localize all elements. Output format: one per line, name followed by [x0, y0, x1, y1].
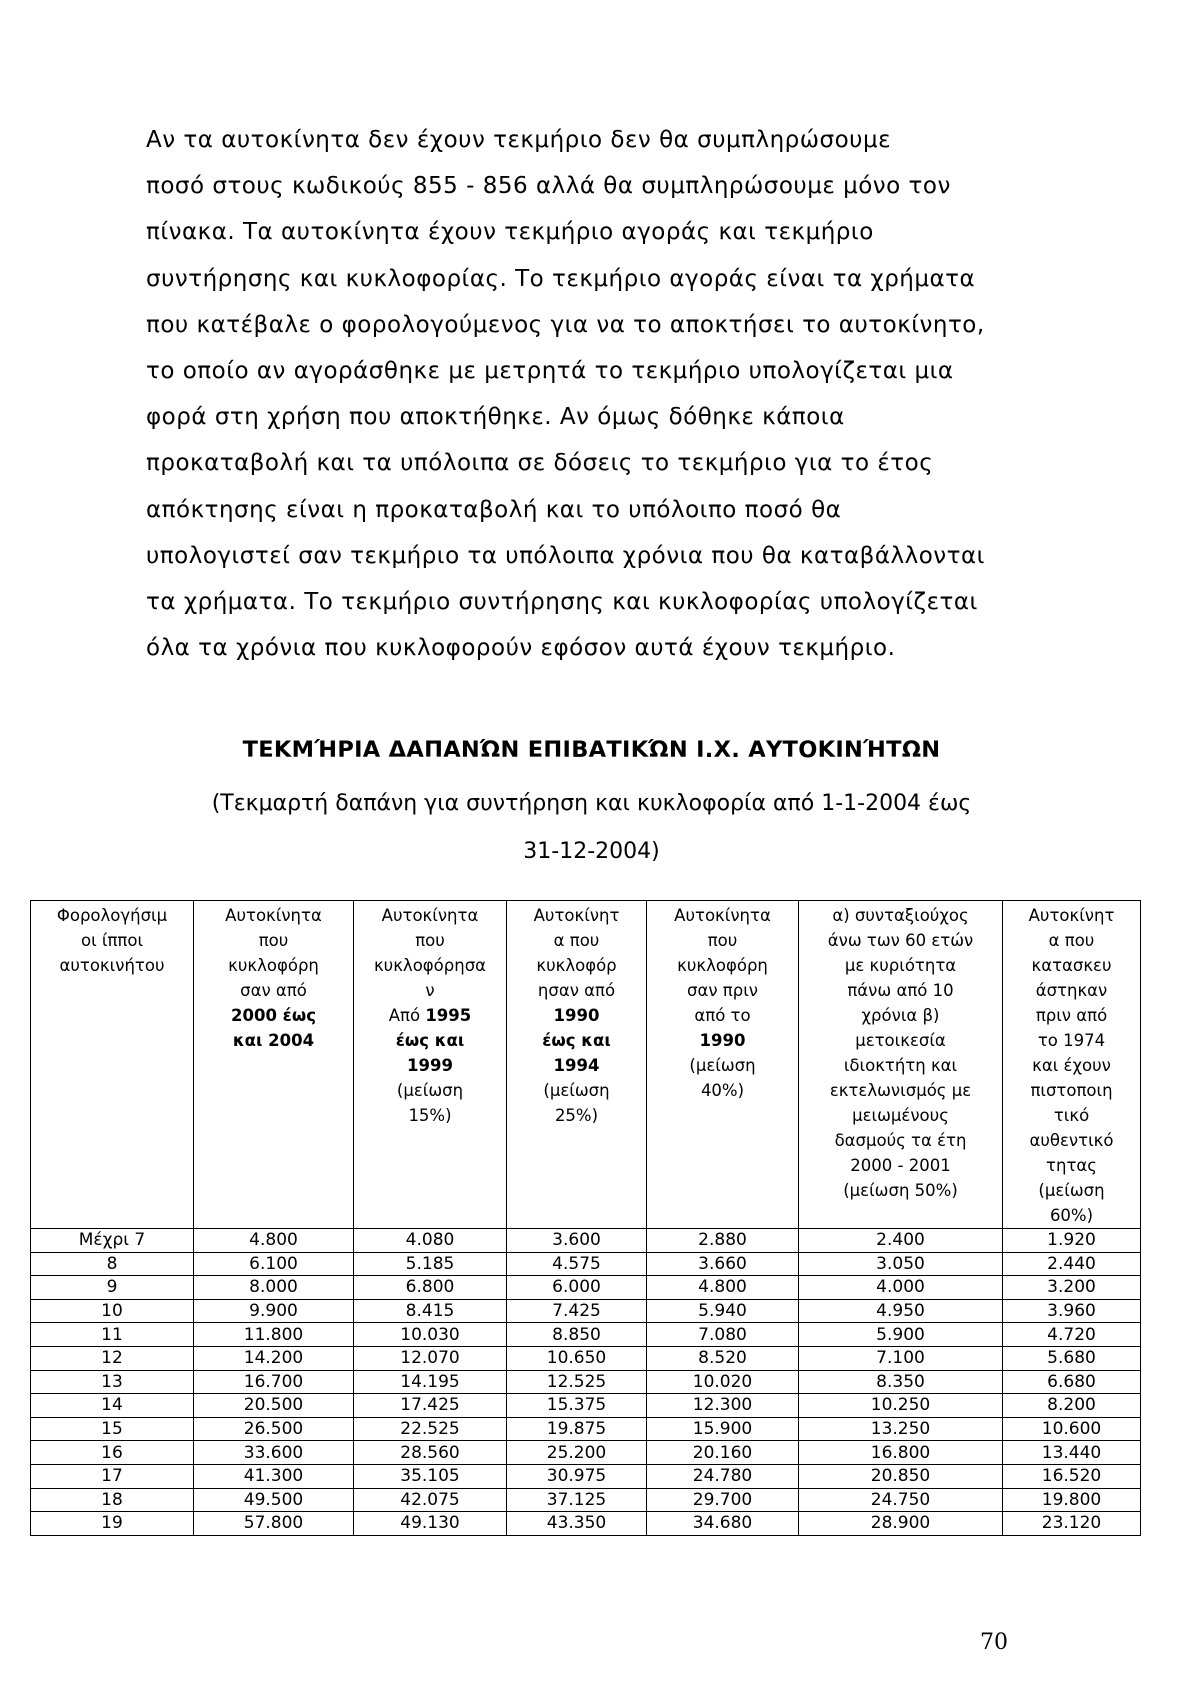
header-line: ησαν από: [537, 981, 616, 1000]
value-cell: 10.250: [799, 1394, 1003, 1418]
header-line: σαν πριν: [686, 981, 758, 1000]
table-title: ΤΕΚΜΉΡΙΑ ΔΑΠΑΝΏΝ ΕΠΙΒΑΤΙΚΏΝ Ι.Χ. ΑΥΤΟΚΙΝΉΤΩΝ: [242, 737, 941, 763]
header-line: (μείωση 50%): [843, 1181, 958, 1200]
value-cell: 42.075: [354, 1488, 507, 1512]
value-cell: 17.425: [354, 1394, 507, 1418]
value-cell: 11.800: [194, 1323, 354, 1347]
paragraph-line: ποσό στους κωδικούς 855 - 856 αλλά θα συμπληρώσουμε μόνο τον: [146, 173, 951, 200]
header-line: με κυριότητα: [844, 956, 957, 975]
table-body: [31, 1229, 1141, 1536]
table-row: [31, 1370, 1141, 1394]
value-cell: 33.600: [194, 1441, 354, 1465]
table-row: [31, 1276, 1141, 1300]
table-row: [31, 1394, 1141, 1418]
header-line: πιστοποιη: [1030, 1081, 1113, 1100]
value-cell: 4.950: [799, 1299, 1003, 1323]
value-cell: 10.020: [647, 1370, 799, 1394]
value-cell: 43.350: [507, 1512, 647, 1536]
header-line: 1999: [407, 1056, 453, 1075]
value-cell: 14.200: [194, 1346, 354, 1370]
value-cell: 49.130: [354, 1512, 507, 1536]
header-line: αυτοκινήτου: [59, 956, 165, 975]
value-cell: 8.350: [799, 1370, 1003, 1394]
header-line: πριν από: [1035, 1006, 1108, 1025]
header-line: που: [707, 931, 738, 950]
value-cell: 6.680: [1003, 1370, 1141, 1394]
horsepower-cell: 9: [31, 1276, 194, 1300]
value-cell: 8.415: [354, 1299, 507, 1323]
horsepower-cell: 10: [31, 1299, 194, 1323]
value-cell: 3.960: [1003, 1299, 1141, 1323]
value-cell: 16.520: [1003, 1464, 1141, 1488]
header-line: που: [258, 931, 289, 950]
header-line: 2000 - 2001: [850, 1156, 951, 1175]
header-line: μετοικεσία: [855, 1031, 946, 1050]
value-cell: 6.000: [507, 1276, 647, 1300]
value-cell: 1.920: [1003, 1229, 1141, 1253]
header-line: εκτελωνισμός με: [829, 1081, 972, 1100]
table-row: [31, 1464, 1141, 1488]
header-line: Φορολογήσιμ: [56, 906, 168, 925]
header-line: Αυτοκίνητ: [1028, 906, 1115, 925]
value-cell: 20.850: [799, 1464, 1003, 1488]
column-header: [799, 901, 1003, 1229]
value-cell: 15.375: [507, 1394, 647, 1418]
horsepower-cell: Μέχρι 7: [31, 1229, 194, 1253]
header-line: 15%): [408, 1106, 452, 1125]
table-row: [31, 1488, 1141, 1512]
value-cell: 6.800: [354, 1276, 507, 1300]
value-cell: 3.050: [799, 1252, 1003, 1276]
paragraph-line: Αν τα αυτοκίνητα δεν έχουν τεκμήριο δεν θα συμπληρώσουμε: [146, 127, 892, 153]
header-line: πάνω από 10: [847, 981, 954, 1000]
value-cell: 9.900: [194, 1299, 354, 1323]
value-cell: 41.300: [194, 1464, 354, 1488]
table-row: [31, 1417, 1141, 1441]
header-line: 60%): [1049, 1206, 1094, 1225]
value-cell: 4.000: [799, 1276, 1003, 1300]
value-cell: 28.900: [799, 1512, 1003, 1536]
header-line: Αυτοκίνητα: [225, 906, 322, 925]
paragraph-line: προκαταβολή και τα υπόλοιπα σε δόσεις το τεκμήριο για το έτος: [146, 450, 934, 477]
header-line: έως και: [395, 1031, 465, 1050]
table-row: [31, 1229, 1141, 1253]
value-cell: 13.250: [799, 1417, 1003, 1441]
horsepower-cell: 14: [31, 1394, 194, 1418]
value-cell: 30.975: [507, 1464, 647, 1488]
paragraph-line: όλα τα χρόνια που κυκλοφορούν εφόσον αυτά έχουν τεκμήριο.: [146, 635, 896, 662]
paragraph-line: υπολογιστεί σαν τεκμήριο τα υπόλοιπα χρόνια που θα καταβάλλονται: [146, 542, 985, 569]
header-line: άστηκαν: [1035, 981, 1108, 1000]
value-cell: 28.560: [354, 1441, 507, 1465]
value-cell: 16.700: [194, 1370, 354, 1394]
value-cell: 10.650: [507, 1346, 647, 1370]
value-cell: 5.185: [354, 1252, 507, 1276]
header-bold-line: και 2004: [232, 1031, 315, 1050]
table-row: [31, 1299, 1141, 1323]
table-row: [31, 1346, 1141, 1370]
header-line: άνω των 60 ετών: [827, 931, 974, 950]
value-cell: 3.660: [647, 1252, 799, 1276]
value-cell: 24.750: [799, 1488, 1003, 1512]
header-line: δασμούς τα έτη: [834, 1131, 967, 1150]
paragraph-line: τα χρήματα. Το τεκμήριο συντήρησης και κυκλοφορίας υπολογίζεται: [146, 589, 978, 616]
value-cell: 19.875: [507, 1417, 647, 1441]
value-cell: 7.425: [507, 1299, 647, 1323]
header-line: Αυτοκίνητα: [381, 906, 479, 925]
column-header: [507, 901, 647, 1229]
value-cell: 2.400: [799, 1229, 1003, 1253]
header-line: α που: [553, 931, 600, 950]
page-number: 70: [980, 1630, 1008, 1655]
header-line: έως και: [542, 1031, 611, 1050]
paragraph-line: συντήρησης και κυκλοφορίας. Το τεκμήριο αγοράς είναι τα χρήματα: [146, 265, 976, 292]
header-line: 1994: [553, 1056, 600, 1075]
value-cell: 37.125: [507, 1488, 647, 1512]
value-cell: 3.200: [1003, 1276, 1141, 1300]
value-cell: 8.200: [1003, 1394, 1141, 1418]
paragraph-line: το οποίο αν αγοράσθηκε με μετρητά το τεκμήριο υπολογίζεται μια: [146, 358, 954, 385]
table-header-row: [31, 901, 1141, 1229]
value-cell: 7.100: [799, 1346, 1003, 1370]
value-cell: 12.070: [354, 1346, 507, 1370]
value-cell: 20.160: [647, 1441, 799, 1465]
header-line: α) συνταξιούχος: [832, 906, 969, 925]
value-cell: 26.500: [194, 1417, 354, 1441]
column-header: [194, 901, 354, 1229]
paragraph-line: πίνακα. Τα αυτοκίνητα έχουν τεκμήριο αγοράς και τεκμήριο: [146, 219, 874, 246]
header-line: (μείωση: [543, 1081, 610, 1100]
header-line: που: [415, 931, 445, 950]
value-cell: 8.520: [647, 1346, 799, 1370]
column-header: [31, 901, 194, 1229]
header-line: και έχουν: [1032, 1056, 1111, 1075]
value-cell: 22.525: [354, 1417, 507, 1441]
horsepower-cell: 8: [31, 1252, 194, 1276]
value-cell: 4.720: [1003, 1323, 1141, 1347]
header-bold-line: 2000 έως: [231, 1006, 316, 1025]
header-line: 40%): [700, 1081, 745, 1100]
table-row: [31, 1512, 1141, 1536]
header-line: κατασκευ: [1031, 956, 1112, 975]
horsepower-cell: 11: [31, 1323, 194, 1347]
value-cell: 49.500: [194, 1488, 354, 1512]
value-cell: 19.800: [1003, 1488, 1141, 1512]
header-line: 1990: [699, 1031, 746, 1050]
column-header: [1003, 901, 1141, 1229]
value-cell: 15.900: [647, 1417, 799, 1441]
header-line: κυκλοφόρησα: [373, 956, 487, 975]
header-line: σαν από: [240, 981, 307, 1000]
value-cell: 12.300: [647, 1394, 799, 1418]
value-cell: 10.600: [1003, 1417, 1141, 1441]
value-cell: 2.880: [647, 1229, 799, 1253]
value-cell: 34.680: [647, 1512, 799, 1536]
header-line: μειωμένους: [852, 1106, 949, 1125]
value-cell: 5.940: [647, 1299, 799, 1323]
header-line: (μείωση: [1038, 1181, 1105, 1200]
paragraph-line: που κατέβαλε ο φορολογούμενος για να το αποκτήσει το αυτοκίνητο,: [146, 311, 985, 338]
body-paragraph: [146, 117, 1026, 671]
value-cell: 13.440: [1003, 1441, 1141, 1465]
value-cell: 4.800: [647, 1276, 799, 1300]
subtitle-line-1: (Τεκμαρτή δαπάνη για συντήρηση και κυκλοφορία από 1-1-2004 έως: [211, 791, 972, 816]
value-cell: 14.195: [354, 1370, 507, 1394]
header-line: Από 1995: [388, 1006, 472, 1025]
value-cell: 16.800: [799, 1441, 1003, 1465]
value-cell: 57.800: [194, 1512, 354, 1536]
header-line: από το: [694, 1006, 751, 1025]
header-line: αυθεντικό: [1029, 1131, 1114, 1150]
header-line: το 1974: [1037, 1031, 1106, 1050]
value-cell: 7.080: [647, 1323, 799, 1347]
value-cell: 6.100: [194, 1252, 354, 1276]
table-row: [31, 1323, 1141, 1347]
header-line: χρόνια β): [861, 1006, 940, 1025]
header-line: κυκλοφόρη: [228, 956, 319, 975]
horsepower-cell: 19: [31, 1512, 194, 1536]
column-header: [354, 901, 507, 1229]
value-cell: 5.680: [1003, 1346, 1141, 1370]
header-line: 1990: [553, 1006, 600, 1025]
value-cell: 20.500: [194, 1394, 354, 1418]
header-line: κυκλοφόρη: [677, 956, 768, 975]
header-line: 25%): [554, 1106, 599, 1125]
header-line: α που: [1048, 931, 1095, 950]
value-cell: 4.800: [194, 1229, 354, 1253]
value-cell: 5.900: [799, 1323, 1003, 1347]
value-cell: 25.200: [507, 1441, 647, 1465]
horsepower-cell: 16: [31, 1441, 194, 1465]
header-line: (μείωση: [396, 1081, 464, 1100]
value-cell: 4.575: [507, 1252, 647, 1276]
horsepower-cell: 12: [31, 1346, 194, 1370]
header-line: κυκλοφόρ: [536, 956, 617, 975]
horsepower-cell: 17: [31, 1464, 194, 1488]
header-line: ν: [425, 981, 435, 1000]
horsepower-cell: 18: [31, 1488, 194, 1512]
table-subtitle: [0, 780, 1183, 876]
value-cell: 23.120: [1003, 1512, 1141, 1536]
value-cell: 24.780: [647, 1464, 799, 1488]
horsepower-cell: 13: [31, 1370, 194, 1394]
horsepower-cell: 15: [31, 1417, 194, 1441]
header-line: ιδιοκτήτη και: [843, 1056, 958, 1075]
value-cell: 10.030: [354, 1323, 507, 1347]
paragraph-line: απόκτησης είναι η προκαταβολή και το υπόλοιπο ποσό θα: [146, 496, 842, 523]
subtitle-line-2: 31-12-2004): [523, 839, 660, 864]
paragraph-line: φορά στη χρήση που αποκτήθηκε. Αν όμως δόθηκε κάποια: [146, 404, 845, 431]
header-line: οι ίπποι: [80, 931, 144, 950]
value-cell: 3.600: [507, 1229, 647, 1253]
value-cell: 12.525: [507, 1370, 647, 1394]
header-line: Αυτοκίνητ: [533, 906, 620, 925]
value-cell: 2.440: [1003, 1252, 1141, 1276]
table-row: [31, 1252, 1141, 1276]
tax-presumption-table: [30, 900, 1141, 1536]
value-cell: 35.105: [354, 1464, 507, 1488]
column-header: [647, 901, 799, 1229]
value-cell: 8.000: [194, 1276, 354, 1300]
value-cell: 8.850: [507, 1323, 647, 1347]
value-cell: 29.700: [647, 1488, 799, 1512]
value-cell: 4.080: [354, 1229, 507, 1253]
header-line: τητας: [1046, 1156, 1097, 1175]
header-line: (μείωση: [689, 1056, 756, 1075]
header-line: Αυτοκίνητα: [674, 906, 771, 925]
header-line: τικό: [1053, 1106, 1090, 1125]
table-row: [31, 1441, 1141, 1465]
